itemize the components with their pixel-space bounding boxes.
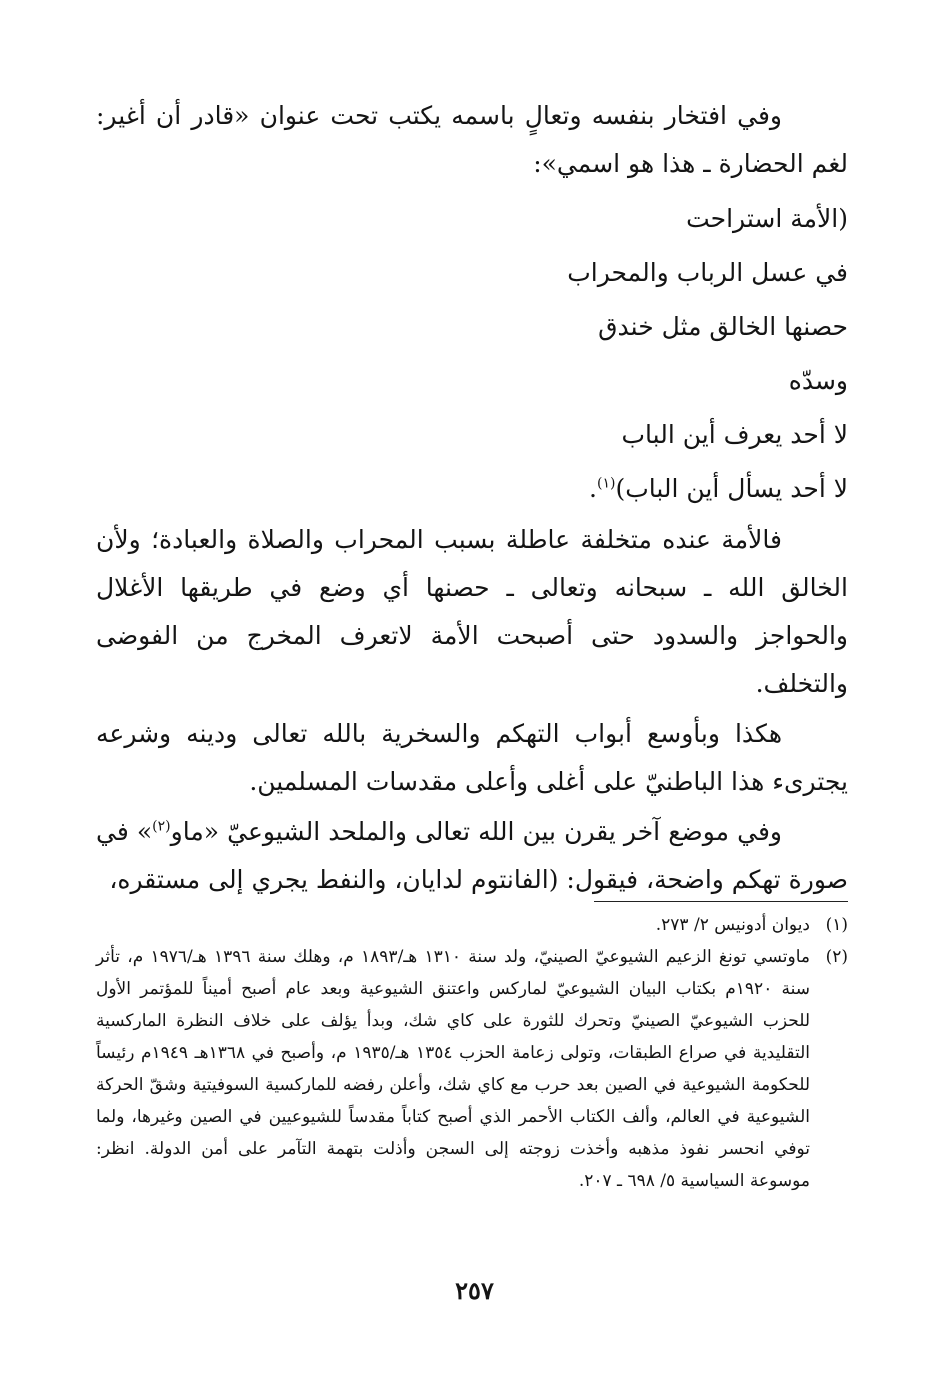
- poem-line: في عسل الرباب والمحراب: [567, 258, 848, 287]
- footnote-number: (٢): [825, 947, 848, 967]
- poem: [96, 192, 848, 516]
- poem-line: لا أحد يسأل أين الباب): [615, 474, 848, 503]
- poem-line: حصنها الخالق مثل خندق: [598, 312, 848, 341]
- poem-line: (الأمة استراحت: [686, 204, 848, 233]
- intro-paragraph: وفي افتخار بنفسه وتعالٍ باسمه يكتب تحت عنوان «قادر أن أغير: لغم الحضارة ـ هذا هو اسمي»:: [96, 101, 848, 178]
- paragraph-2: فالأمة عنده متخلفة عاطلة بسبب المحراب والصلاة والعبادة؛ ولأن الخالق الله ـ سبحانه وتعالى ـ حصنها أي وضع في طريقها الأغلال والحواجز والسدود حتى أصبحت الأمة لاتعرف المخرج من الفوضى والتخلف.: [96, 525, 848, 698]
- poem-line: وسدّه: [788, 366, 848, 395]
- poem-line: لا أحد يعرف أين الباب: [621, 420, 848, 449]
- footnote-2: [96, 941, 848, 1197]
- page-number: ٢٥٧: [455, 1276, 494, 1305]
- footnote-text: ماوتسي تونغ الزعيم الشيوعيّ الصينيّ، ولد سنة ١٣١٠ هـ/١٨٩٣ م، وهلك سنة ١٣٩٦ هـ/١٩٧٦ م، تأثر سنة ١٩٢٠م بكتاب البيان الشيوعيّ لماركس واعتنق الشيوعية وبعد عام أصبح أميناً للمؤتمر الأول للحزب الشيوعيّ الصينيّ وتحرك للثورة على كاي شك، وبدأ يؤلف على خلاف النظرة الماركسية التقليدية في صراع الطبقات، وتولى زعامة الحزب ١٣٥٤ هـ/١٩٣٥ م، وأصبح في ١٣٦٨هـ ١٩٤٩م رئيساً للحكومة الشيوعية في الصين بعد حرب مع كاي شك، وأعلن رفضه للماركسية السوفيتية وشقّ الحركة الشيوعية في العالم، وألف الكتاب الأحمر الذي أصبح كتاباً مقدساً للشيوعيين في الصين وغيرها، ولما توفي انحسر نفوذ مذهبه وأخذت زوجته إلى السجن وأذلت بتهمة التآمر على أمن الدولة. انظر: موسوعة السياسية ٥/ ٦٩٨ ـ ٢٠٧.: [96, 947, 811, 1191]
- footnote-ref-1: (١): [596, 475, 616, 492]
- footnote-1: [96, 909, 848, 941]
- paragraph-4-end: » في صورة تهكم واضحة، فيقول: (الفانتوم لدايان، والنفط يجري إلى مستقره،: [96, 817, 848, 894]
- footnote-ref-2: (٢): [152, 818, 171, 835]
- main-text: [96, 92, 848, 906]
- footnote-text: ديوان أدونيس ٢/ ٢٧٣.: [655, 915, 810, 935]
- footnote-separator: [594, 901, 848, 902]
- poem-last-line: [96, 462, 848, 516]
- paragraph-3: هكذا وبأوسع أبواب التهكم والسخرية بالله تعالى ودينه وشرعه يجترىء هذا الباطنيّ على أغلى وأعلى مقدسات المسلمين.: [96, 719, 848, 796]
- footnote-number: (١): [825, 915, 848, 935]
- paragraph-4: [96, 808, 848, 904]
- poem-end-punctuation: .: [589, 474, 597, 503]
- paragraph-4-start: وفي موضع آخر يقرن بين الله تعالى والملحد الشيوعيّ «ماو: [170, 817, 782, 846]
- footnotes: [96, 909, 848, 1197]
